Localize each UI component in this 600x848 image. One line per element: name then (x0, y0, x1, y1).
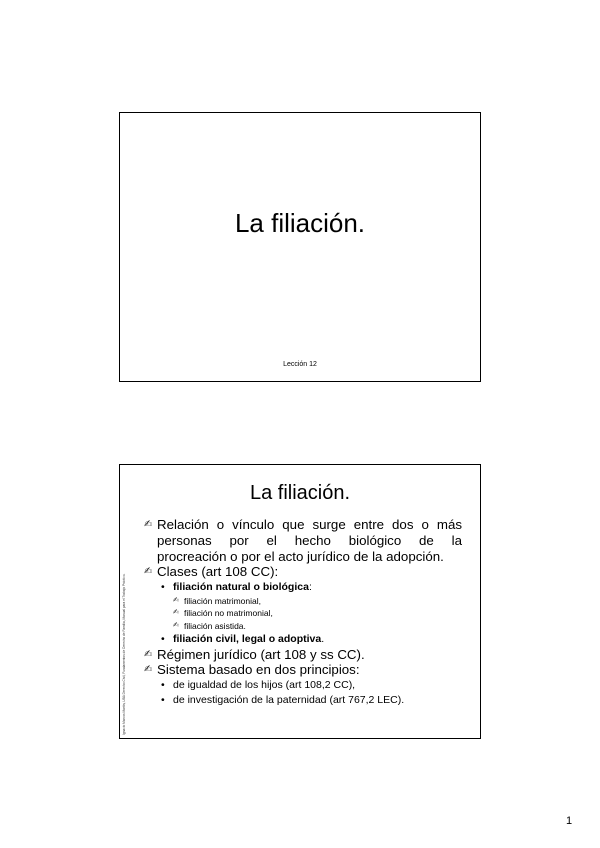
bullet-item (144, 662, 462, 678)
content-slide (119, 464, 481, 739)
writing-hand-icon: ✍ (144, 664, 153, 676)
sub-sub-bullet-item (144, 607, 462, 620)
bullet-text: Sistema basado en dos principios: (157, 662, 360, 678)
sub-bullet-item (144, 678, 462, 693)
sub-bullet-text: de igualdad de los hijos (art 108,2 CC), (173, 679, 356, 692)
bullet-text: Régimen jurídico (art 108 y ss CC). (157, 646, 365, 662)
bullet-item (144, 517, 462, 564)
bullet-text: Clases (art 108 CC): (157, 564, 279, 580)
writing-hand-icon: ✍ (144, 648, 153, 660)
sub-sub-bullet-text: filiación matrimonial, (184, 595, 261, 606)
sub-bullet-tail: . (321, 633, 325, 646)
slide-title: La filiación. (249, 482, 351, 504)
sub-sub-bullet-item (144, 595, 462, 608)
sub-sub-bullet-item (144, 620, 462, 633)
sub-bullet-item (144, 580, 462, 595)
sub-bullet-bold: filiación civil, legal o adoptiva (173, 633, 322, 646)
writing-hand-icon: ✍ (144, 566, 153, 578)
sub-sub-bullet-text: filiación asistida. (184, 620, 246, 631)
writing-hand-icon: ✍ (173, 609, 179, 617)
bullet-dot-icon: • (161, 581, 165, 594)
bullet-item (144, 647, 462, 663)
lesson-label: Lección 12 (283, 361, 317, 368)
page-number: 1 (566, 815, 573, 827)
sub-bullet-item (144, 693, 462, 708)
side-note: Ignacio Marcos Martín, UBA Derecho Civil, Fundamentos de Derecho de Familia, Manual para el Trabajo Práctico. (122, 573, 126, 735)
bullet-list (144, 517, 462, 707)
title-slide (119, 112, 481, 382)
bullet-text: personas por el hecho biológico de la (157, 532, 462, 548)
writing-hand-icon: ✍ (173, 621, 179, 629)
bullet-dot-icon: • (161, 693, 165, 706)
sub-bullet-item (144, 632, 462, 647)
sub-sub-bullet-text: filiación no matrimonial, (184, 608, 273, 619)
bullet-item (144, 564, 462, 580)
bullet-text: procreación o por el acto jurídico de la adopción. (157, 548, 444, 564)
bullet-text: Relación o vínculo que surge entre dos o más (157, 517, 462, 532)
slide-title: La filiación. (234, 208, 366, 238)
sub-bullet-bold: filiación natural o biológica (173, 581, 309, 594)
bullet-dot-icon: • (161, 679, 165, 692)
writing-hand-icon: ✍ (173, 596, 179, 604)
sub-bullet-text: de investigación de la paternidad (art 767,2 LEC). (173, 693, 405, 706)
bullet-dot-icon: • (161, 633, 165, 646)
sub-bullet-tail: : (308, 581, 312, 594)
writing-hand-icon: ✍ (144, 519, 153, 530)
